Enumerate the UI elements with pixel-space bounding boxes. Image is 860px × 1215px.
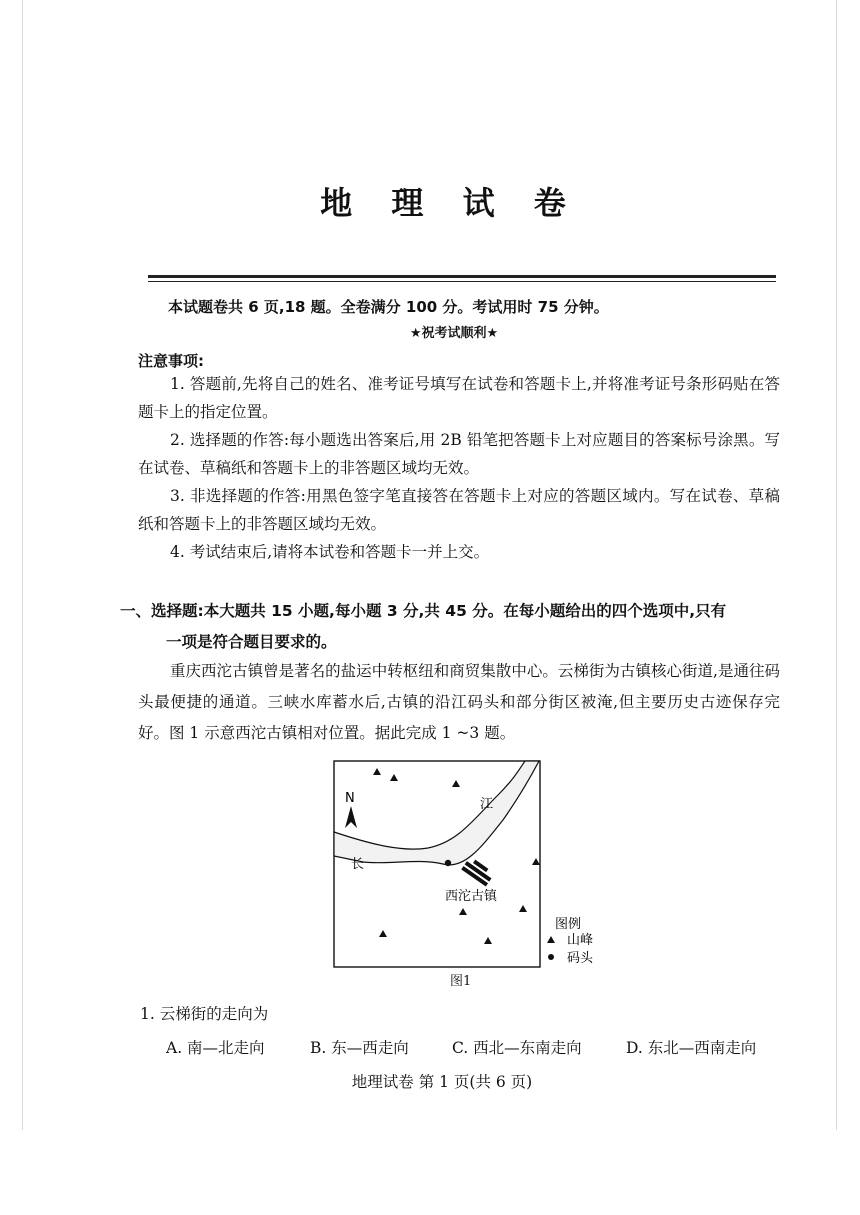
scan-edge-right [836, 0, 837, 1130]
scan-edge-left [22, 0, 23, 1130]
peak-marker [379, 930, 387, 937]
notice-item-4: 4. 考试结束后,请将本试卷和答题卡一并上交。 [170, 543, 490, 561]
notice-item-3: 3. 非选择题的作答:用黑色签字笔直接答在答题卡上对应的答题区域内。写在试卷、草稿纸和答题卡上的非答题区域均无效。 [138, 487, 780, 533]
peak-marker [532, 858, 540, 865]
passage-text: 重庆西沱古镇曾是著名的盐运中转枢纽和商贸集散中心。云梯街为古镇核心街道,是通往码头最便捷的通道。三峡水库蓄水后,古镇的沿江码头和部分街区被淹,但主要历史古迹保存完好。图 1 示意西沱古镇相对位置。据此完成 1 ~3 题。 [138, 662, 780, 742]
peak-marker [459, 908, 467, 915]
good-luck-line: ★祝考试顺利★ [409, 326, 499, 341]
page-title: 地 理 试 卷 [320, 184, 580, 222]
legend-title: 图例 [555, 917, 582, 932]
ancient-town-blocks [461, 856, 495, 886]
dock-marker [445, 860, 451, 866]
question-1-option-a: A. 南—北走向 [166, 1039, 265, 1057]
legend-peak-icon [547, 936, 555, 943]
figure-caption: 图1 [450, 974, 472, 989]
notice-item-1: 1. 答题前,先将自己的姓名、准考证号填写在试卷和答题卡上,并将准考证号条形码贴在答题卡上的指定位置。 [138, 375, 780, 421]
legend-peak-label: 山峰 [567, 933, 594, 948]
question-1-option-b: B. 东—西走向 [310, 1039, 409, 1057]
peak-marker [484, 937, 492, 944]
town-label: 西沱古镇 [445, 889, 498, 904]
section-heading-line-1: 一、选择题:本大题共 15 小题,每小题 3 分,共 45 分。在每小题给出的四个选项中,只有 [120, 602, 727, 620]
notice-heading: 注意事项: [138, 352, 204, 370]
north-label: N [345, 791, 355, 806]
peak-marker [373, 768, 381, 775]
yangtze-river [334, 761, 539, 865]
title-rule-thin [148, 281, 776, 282]
section-heading [120, 596, 780, 658]
figure-1-map [333, 760, 608, 972]
question-1-option-d: D. 东北—西南走向 [626, 1039, 757, 1057]
section-heading-line-2: 一项是符合题目要求的。 [166, 633, 337, 651]
north-arrow-icon [345, 806, 357, 828]
peak-marker [519, 905, 527, 912]
river-label-jiang: 江 [480, 797, 494, 812]
peak-marker [390, 774, 398, 781]
exam-intro: 本试题卷共 6 页,18 题。全卷满分 100 分。考试用时 75 分钟。 [168, 298, 609, 316]
peak-marker [452, 780, 460, 787]
legend-dock-icon [548, 954, 554, 960]
title-rule-thick [148, 275, 776, 278]
question-1-option-c: C. 西北—东南走向 [452, 1039, 582, 1057]
question-1-stem: 1. 云梯街的走向为 [140, 1005, 269, 1023]
page-footer: 地理试卷 第 1 页(共 6 页) [351, 1073, 533, 1091]
river-label-chang: 长 [351, 857, 365, 872]
notice-item-2: 2. 选择题的作答:每小题选出答案后,用 2B 铅笔把答题卡上对应题目的答案标号涂黑。写在试卷、草稿纸和答题卡上的非答题区域均无效。 [138, 431, 780, 477]
legend-dock-label: 码头 [567, 951, 594, 966]
